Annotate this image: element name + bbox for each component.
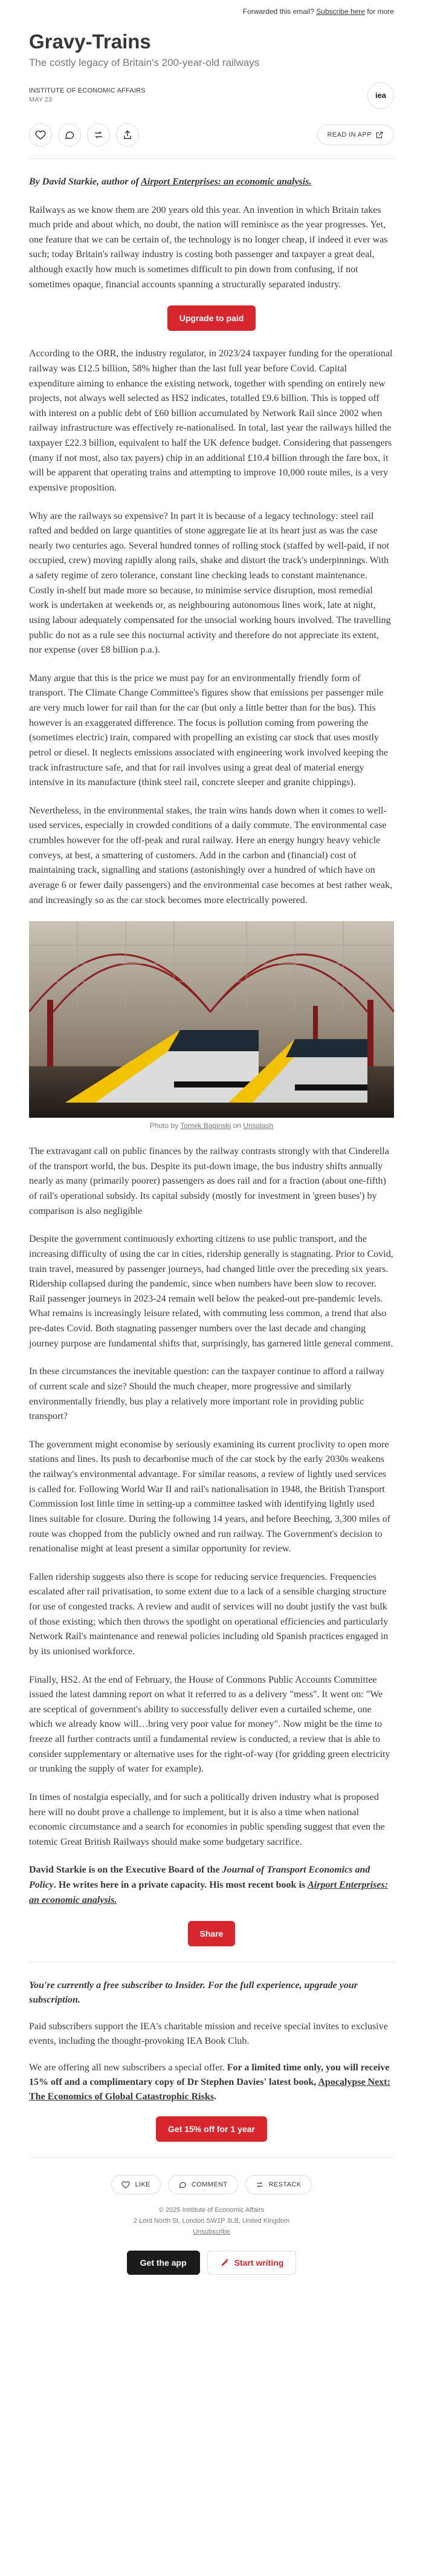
paragraph-4: Many argue that this is the price we must pay for an environmentally friendly form of transport. The Climate Change Committee's figures show that emissions per passenger mile are very much lower for rail than for the car (but only a little better than for the bus). This however is an exaggerated difference. The focus is pollution coming from powering the (sometimes electric) train, compared with propelling an existing car stock that uses mostly petrol or diesel. It neglects emissions associated with engineering work involved keeping the track infrastructure safe, and that for rail involves using a great deal of material energy intensive in its manufacture (think steel rail, concrete sleeper and granite chippings). xyxy=(29,673,389,788)
publication-logo[interactable] xyxy=(367,82,394,109)
read-in-app-button[interactable] xyxy=(317,125,394,145)
subscription-note xyxy=(29,1978,394,2142)
read-in-app-label: READ IN APP xyxy=(327,131,372,139)
comment-label: COMMENT xyxy=(191,2181,228,2189)
caption-mid: on xyxy=(231,1121,244,1130)
footer-divider xyxy=(29,2157,394,2158)
restack-button[interactable] xyxy=(87,123,110,146)
paid-subscriber-note: Paid subscribers support the IEA's charitable mission and receive special invites to exclusive events, including the thought-provoking IEA Book Club. xyxy=(29,2021,388,2047)
forward-prefix: Forwarded this email? xyxy=(242,7,317,16)
footer-info xyxy=(29,2205,394,2237)
pen-icon xyxy=(220,2258,230,2268)
footer-comment-button[interactable] xyxy=(168,2175,238,2194)
footer-like-button[interactable] xyxy=(111,2175,160,2194)
paragraph-3: Why are the railways so expensive? In part it is because of a legacy technology: steel rail rafted and bedded on large quantities of stone aggregate lie at its heart just as was the case nearly two centuries ago. Several hundred tonnes of rolling stock (staffed by well-paid, if not occupied, crew) moving rapidly along rails, shake and distort the track's underpinnings. With a safety regime of zero tolerance, constant line checking leads to constant maintenance. Costly in-shelf but made more so because, to minimise service disruption, most remedial work is undertaken at weekends or, as neighbouring autonomous lines work, late at night, using labour adequately compensated for the unsocial working hours involved. The travelling public do not as a rule see this nocturnal activity and therefore do not appreciate its extent, nor expense (over £8 billion p.a.). xyxy=(29,510,391,656)
upgrade-cta xyxy=(29,305,394,331)
caption-prefix: Photo by xyxy=(149,1121,181,1130)
article-body xyxy=(29,175,394,1946)
bio-book-link[interactable]: Airport Enterprises: an economic analysis. xyxy=(29,1880,389,1905)
share-cta xyxy=(29,1921,394,1946)
paragraph-9: The government might economise by seriously examining its current proclivity to open more stations and lines. Its push to decarbonise much of the car stock by the early 2030s weakens the railway's environmental advantage. For similar reasons, a review of lightly used services is called for. Following World War II and rail's nationalisation in 1948, the British Transport Commission lost little time in setting-up a committee tasked with identifying lightly used lines suitable for closure. During the following 14 years, and before Beeching, 3,300 miles of route was chopped from the publicly owned and run railway. The Government's decision to renationalise might at least present a similar opportunity for review. xyxy=(29,1439,391,1554)
upgrade-button[interactable]: Upgrade to paid xyxy=(167,305,256,331)
content xyxy=(0,30,423,2275)
photo-author-link[interactable]: Tomek Baginski xyxy=(180,1121,231,1130)
paragraph-12: In times of nostalgia especially, and for such a politically driven industry what is proposed here will no doubt prove a challenge to implement, but it is also a time when national economic circumstance and a search for economies in public spending suggest that even the totemic Great British Railways should make some budgetary sacrifice. xyxy=(29,1792,385,1847)
like-button[interactable] xyxy=(29,123,52,146)
action-icons xyxy=(29,123,139,146)
share-icon-button[interactable] xyxy=(116,123,139,146)
start-writing-label: Start writing xyxy=(234,2258,284,2268)
offer-bold: For a limited time only, you will receive 15% off and a complimentary copy of Dr Stephen Davies' latest book, xyxy=(29,2062,390,2088)
bio-prefix: David Starkie is on the Executive Board of the xyxy=(29,1865,222,1876)
restack-label: RESTACK xyxy=(268,2181,302,2189)
bio-journal: Journal of Transport Economics and Policy xyxy=(29,1865,370,1891)
share-icon xyxy=(122,129,133,140)
author-book-link[interactable]: Airport Enterprises: an economic analysis. xyxy=(141,176,312,187)
offer-end: . xyxy=(213,2092,216,2102)
author-line xyxy=(29,175,394,190)
comment-icon xyxy=(64,129,75,140)
offer-book-link[interactable]: Apocalypse Next: The Economics of Global Catastrophic Risks xyxy=(29,2077,390,2102)
restack-icon xyxy=(256,2180,264,2189)
section-divider xyxy=(29,1962,394,1963)
address: 2 Lord North St, London SW1P 3LB, United Kingdom xyxy=(133,2217,290,2225)
logo-text: iea xyxy=(375,91,387,100)
heart-icon xyxy=(121,2180,130,2189)
start-writing-button[interactable] xyxy=(207,2251,297,2275)
byline xyxy=(29,82,394,109)
forward-bar xyxy=(0,0,423,27)
photo-caption xyxy=(29,1121,394,1130)
external-link-icon xyxy=(375,131,384,139)
footer-restack-button[interactable] xyxy=(245,2175,312,2194)
restack-icon xyxy=(93,129,104,140)
post-subtitle: The costly legacy of Britain's 200-year-old railways xyxy=(29,56,260,68)
subscribe-link[interactable]: Subscribe here xyxy=(316,7,365,16)
share-button[interactable]: Share xyxy=(188,1921,236,1946)
paragraph-10: Fallen ridership suggests also there is scope for reducing service frequencies. Frequencies escalated after rail privatisation, to some extent due to a lack of a sensible charging structure for use of congested tracks. A review and audit of services will no doubt justify the vast bulk of those existing; which then throws the spotlight on operational efficiencies and particularly Network Rail's maintenance and renewal policies including old Spanish practices engaged in by its unionised workforce. xyxy=(29,1571,389,1657)
paragraph-6: The extravagant call on public finances by the railway contrasts strongly with that Cinderella of the transport world, the bus. Despite its put-down image, the bus industry shifts annually nearly as many (primarily poorer) passengers as does rail and for a fraction (about one-fifth) of rail's operational subsidy. Its capital subsidy (mostly for investment in 'green buses') by comparison is also negligible xyxy=(29,1146,389,1216)
author-prefix: By David Starkie, author of xyxy=(29,176,141,187)
comment-button[interactable] xyxy=(58,123,81,146)
copyright: © 2025 Institute of Economic Affairs xyxy=(158,2206,265,2214)
unsubscribe-link[interactable]: Unsubscribe xyxy=(193,2228,230,2235)
train-station-illustration xyxy=(29,921,394,1118)
author-bio xyxy=(29,1863,394,1908)
discount-button[interactable]: Get 15% off for 1 year xyxy=(156,2116,267,2142)
bio-mid: . He writes here in a private capacity. His most recent book is xyxy=(53,1880,308,1891)
post-title[interactable]: Gravy-Trains xyxy=(29,30,151,53)
byline-text xyxy=(29,87,146,103)
free-subscriber-note: You're currently a free subscriber to Insider. For the full experience, upgrade your subscription. xyxy=(29,1980,358,2006)
get-app-button[interactable]: Get the app xyxy=(127,2251,200,2275)
paragraph-5: Nevertheless, in the environmental stakes, the train wins hands down when it comes to well-used services, especially in crowded conditions of a daily commute. The environmental case crumbles however for the off-peak and rural railway. Here an energy hungry heavy vehicle conveys, at best, a smattering of customers. Add in the carbon and (financial) cost of maintaining track, signalling and stations (astonishingly over a hundred of which have on average 6 or fewer daily passengers) and the environmental case becomes at best rather weak, and increasingly so as the car stock becomes more electrically powered. xyxy=(29,805,393,905)
paragraph-11: Finally, HS2. At the end of February, the House of Commons Public Accounts Committee issued the latest damning report on what it referred to as a delivery "mess". It went on: "We are sceptical of government's ability to successfully deliver even a curtailed scheme, one which we already know will…bring very poor value for money". Now might be the time to freeze all further contracts until a fundamental review is conducted, a review that is able to consider supplementary or alternative uses for the right-of-way (for gridding green electricity or trunking the supply of water for example). xyxy=(29,1674,390,1775)
post-actions xyxy=(29,123,394,159)
like-label: LIKE xyxy=(135,2181,150,2189)
paragraph-2: According to the ORR, the industry regulator, in 2023/24 taxpayer funding for the operational railway was £12.5 billion, 58% higher than the last full year before Covid. Capital expenditure aiming to enhance the existing network, together with spending on entirely new projects, not always well selected as HS2 indicates, totalled £9.6 billion. This is topped off with interest on a public debt of £60 billion accumulated by Network Rail since 2002 when railway infrastructure was effectively re-nationalised. In total, last year the railways hilled the taxpayer £22.3 billion, equivalent to half the UK defence budget. Considering that passengers (many if not most, also tax payers) chip in an additional £10.4 billion through the fare box, it will be apparent that operating trains and attempting to improve 10,000 route miles, is a very expensive proposition. xyxy=(29,348,393,493)
paragraph-1: Railways as we know them are 200 years old this year. An invention in which Britain takes much pride and about which, no doubt, the nation will reminisce as the year progresses. Yet, one feature that we can be certain of, the technology is no longer cheap, if indeed it ever was such; today Britain's railway industry is costing both passenger and taxpayer a great deal, although exactly how much is sometimes difficult to pin down from confusing, if not sometimes opaque, financial accounts spanning a structurally separated industry. xyxy=(29,204,388,290)
footer-actions xyxy=(29,2175,394,2194)
paragraph-7: Despite the government continuously exhorting citizens to use public transport, and the increasing difficulty of using the car in cities, ridership generally is stagnating. Prior to Covid, train travel, measured by passenger journeys, had changed little over the preceding six years. Ridership collapsed during the pandemic, since when numbers have been slow to recover. Rail passenger journeys in 2023-24 remain well below the peaked-out pre-pandemic levels. What remains is increasingly leisure related, with commuting less common, a trend that also pre-dates Covid. Both stagnating passenger numbers over the last decade and changing journey purpose are fundamental shifts that, surprisingly, has garnered little general comment. xyxy=(29,1234,393,1349)
post-date: MAY 23 xyxy=(29,96,53,104)
publication-name[interactable]: INSTITUTE OF ECONOMIC AFFAIRS xyxy=(29,87,146,95)
bottom-buttons xyxy=(29,2251,394,2275)
paragraph-8: In these circumstances the inevitable question: can the taxpayer continue to afford a railway of current scale and size? Should the much cheaper, more progressive and similarly environmentally friendly, bus play a relatively more important role in providing public transport? xyxy=(29,1366,385,1422)
special-offer xyxy=(29,2061,394,2104)
forward-suffix: for more xyxy=(364,7,394,16)
photo-source-link[interactable]: Unsplash xyxy=(243,1121,274,1130)
heart-icon xyxy=(35,129,46,140)
train-photo[interactable] xyxy=(29,921,394,1118)
offer-cta xyxy=(29,2116,394,2142)
offer-prefix: We are offering all new subscribers a special offer. xyxy=(29,2062,227,2073)
comment-icon xyxy=(178,2180,187,2189)
